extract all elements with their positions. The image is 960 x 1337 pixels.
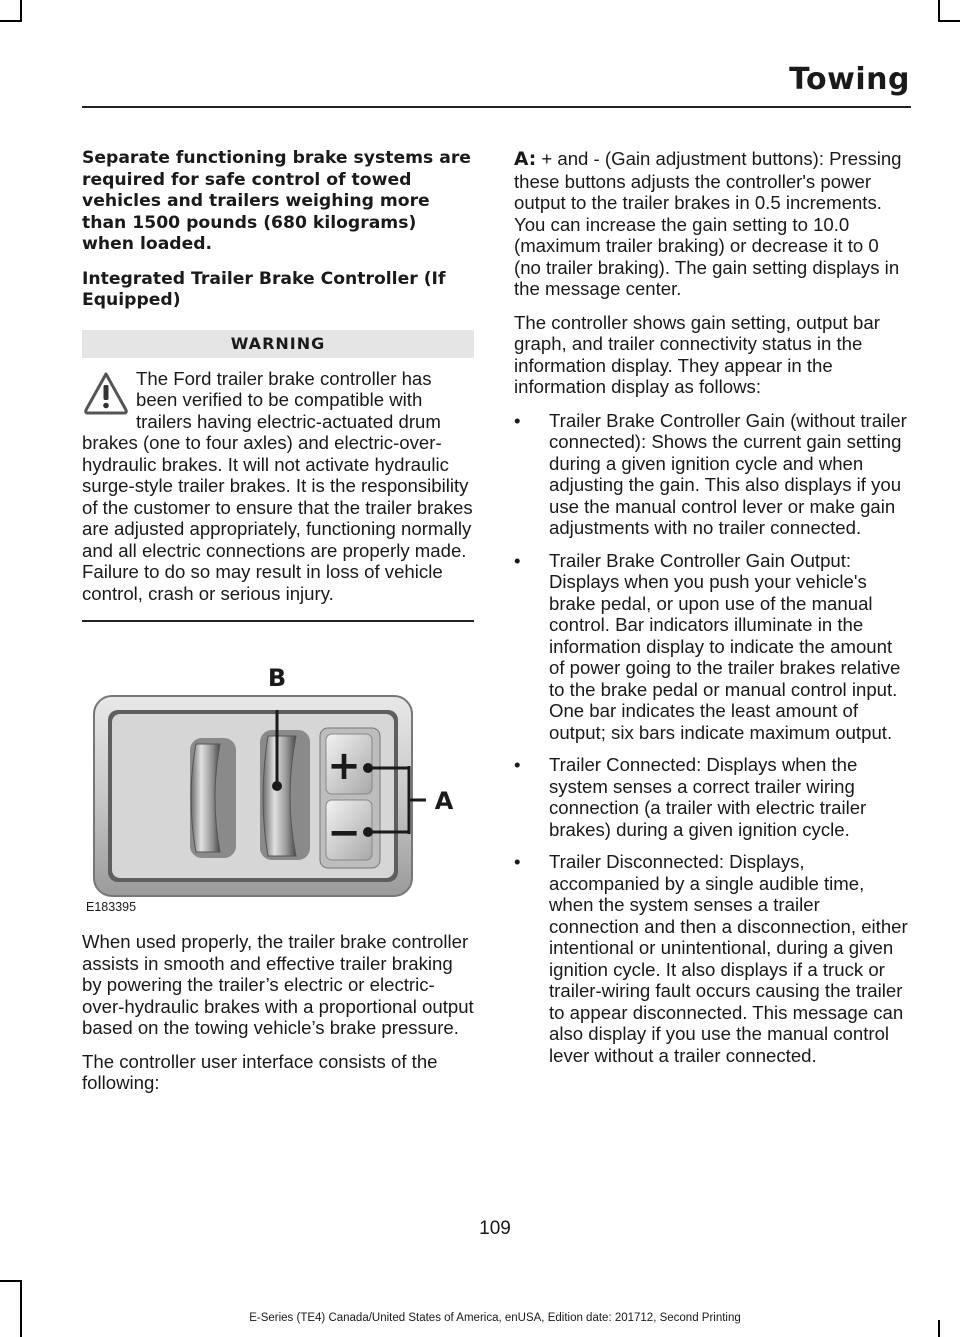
left-column — [82, 148, 474, 1106]
list-item-text: Trailer Connected: Displays when the system senses a correct trailer wiring connection (a trailer with electric trailer brakes) during a given ignition cycle. — [549, 754, 867, 840]
label-a: A: — [514, 149, 537, 170]
right-column — [514, 148, 908, 1077]
edition-footer: E-Series (TE4) Canada/United States of America, enUSA, Edition date: 201712, Second Printing — [249, 1312, 741, 1324]
trailer-brake-controller-figure — [82, 652, 474, 917]
minus-button-glyph: − — [327, 810, 361, 856]
list-item — [514, 410, 908, 539]
callout-a: A — [434, 787, 454, 815]
gain-buttons-text: + and - (Gain adjustment buttons): Pressing these buttons adjusts the controller's power output to the trailer brakes in 0.5 increments. You can increase the gain setting to 10.0 (maximum trailer braking) or decrease it to 0 (no trailer braking). The gain setting displays in the message center. — [514, 148, 902, 299]
warning-text: The Ford trailer brake controller has been verified to be compatible with trailers having electric-actuated drum brakes (one to four axles) and electric-over-hydraulic brakes. It will not activate hydraulic surge-style trailer brakes. It is the responsibility of the customer to ensure that the trailer brakes are adjusted appropriately, functioning normally and all electric connections are properly made. Failure to do so may result in loss of vehicle control, crash or serious injury. — [82, 367, 473, 604]
bullet: • — [514, 754, 521, 775]
list-item-text: Trailer Brake Controller Gain Output: Displays when you push your vehicle's brake pedal, or upon use of the manual control. Bar indicators illuminate in the information display to indicate the amount of power going to the trailer brakes relative to the brake pedal or manual control input. One bar indicates the least amount of output; six bars indicate maximum output. — [549, 549, 901, 743]
controller-illustration — [82, 652, 474, 917]
crop-mark-top-right-h — [938, 20, 960, 22]
plus-button-glyph: + — [327, 743, 361, 789]
heading-separate-brakes: Separate functioning brake systems are required for safe control of towed vehicles and trailers weighing more than 1500 pounds (680 kilograms) when loaded. — [82, 148, 471, 254]
figure-id: E183395 — [86, 900, 137, 914]
bullet: • — [514, 851, 521, 872]
crop-mark-top-left — [20, 0, 22, 22]
list-item — [514, 754, 908, 840]
crop-mark-bottom-left-h — [0, 1280, 22, 1282]
paragraph-gain-buttons — [514, 148, 908, 300]
page-title: Towing — [789, 62, 910, 97]
bullet: • — [514, 409, 521, 431]
header-rule — [82, 106, 911, 108]
callout-b: B — [267, 664, 287, 692]
display-modes-list — [514, 410, 908, 1067]
bullet: • — [514, 549, 521, 571]
warning-triangle-icon — [82, 368, 130, 418]
paragraph-ui-consists: The controller user interface consists of the following: — [82, 1050, 438, 1093]
list-item-text: Trailer Brake Controller Gain (without trailer connected): Shows the current gain setting during a given ignition cycle and when adjusting the gain. This also displays if you use the manual control lever or make gain adjustments with no trailer connected. — [549, 409, 907, 538]
heading-trailer-brake-controller: Integrated Trailer Brake Controller (If Equipped) — [82, 268, 446, 310]
page-number: 109 — [479, 1218, 511, 1239]
crop-mark-top-right — [938, 0, 940, 22]
warning-title: WARNING — [82, 330, 474, 358]
list-item — [514, 851, 908, 1066]
paragraph-proper-use: When used properly, the trailer brake controller assists in smooth and effective trailer braking by powering the trailer’s electric or electric-over-hydraulic brakes with a proportional output based on the towing vehicle’s brake pressure. — [82, 931, 474, 1038]
crop-mark-top-left-h — [0, 20, 22, 22]
paragraph-display: The controller shows gain setting, output bar graph, and trailer connectivity status in the information display. They appear in the information display as follows: — [514, 311, 880, 397]
crop-mark-bottom-left — [20, 1280, 22, 1337]
list-item-text: Trailer Disconnected: Displays, accompanied by a single audible time, when the system senses a trailer connection and then a disconnection, either intentional or unintentional, during a given ignition cycle. It also displays if a truck or trailer-wiring fault occurs causing the trailer to appear disconnected. This message can also display if you use the manual control lever without a trailer connected. — [549, 851, 908, 1066]
warning-box — [82, 358, 474, 623]
list-item — [514, 550, 908, 744]
